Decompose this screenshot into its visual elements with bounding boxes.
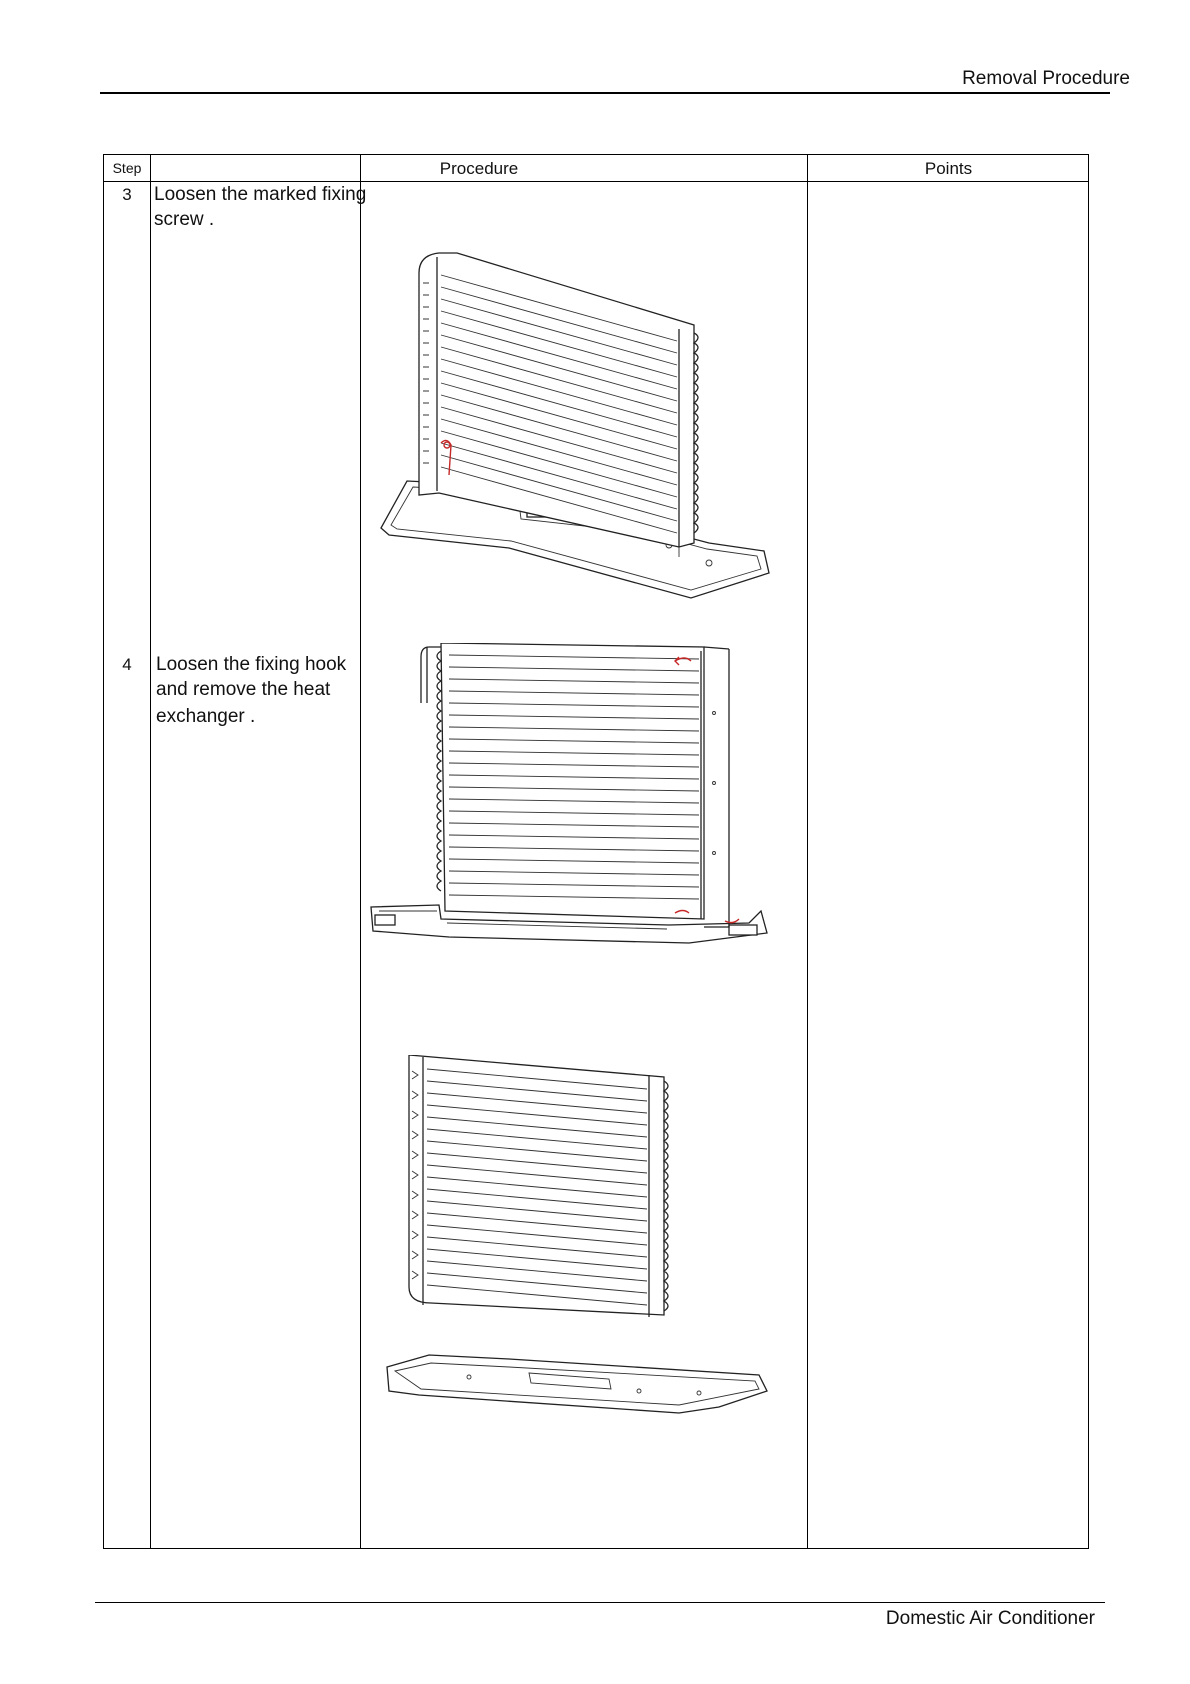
section-title: Removal Procedure (962, 68, 1130, 89)
header-rule (100, 92, 1110, 94)
step-3-line-2: screw . (154, 209, 215, 230)
column-header-procedure: Procedure (439, 159, 519, 178)
heat-exchanger-on-chassis-hooks-marked-icon (369, 643, 799, 953)
step-4-line-1: Loosen the fixing hook (156, 654, 347, 675)
column-divider-text (360, 155, 361, 1548)
column-divider-points (807, 155, 808, 1548)
column-header-step: Step (112, 160, 142, 176)
procedure-table (103, 154, 1089, 1549)
step-number-4: 4 (122, 655, 132, 674)
heat-exchanger-separated-from-chassis-icon (379, 1055, 799, 1475)
document-title: Domestic Air Conditioner (885, 1608, 1095, 1629)
step-4-line-2: and remove the heat (156, 679, 331, 700)
heat-exchanger-on-chassis-screw-marked-icon (379, 213, 799, 613)
column-header-points: Points (924, 159, 973, 178)
step-number-3: 3 (122, 185, 132, 204)
step-4-line-3: exchanger . (156, 706, 256, 727)
footer-rule (95, 1602, 1105, 1603)
column-divider-step (150, 155, 151, 1548)
step-3-line-1: Loosen the marked fixing (154, 184, 367, 205)
